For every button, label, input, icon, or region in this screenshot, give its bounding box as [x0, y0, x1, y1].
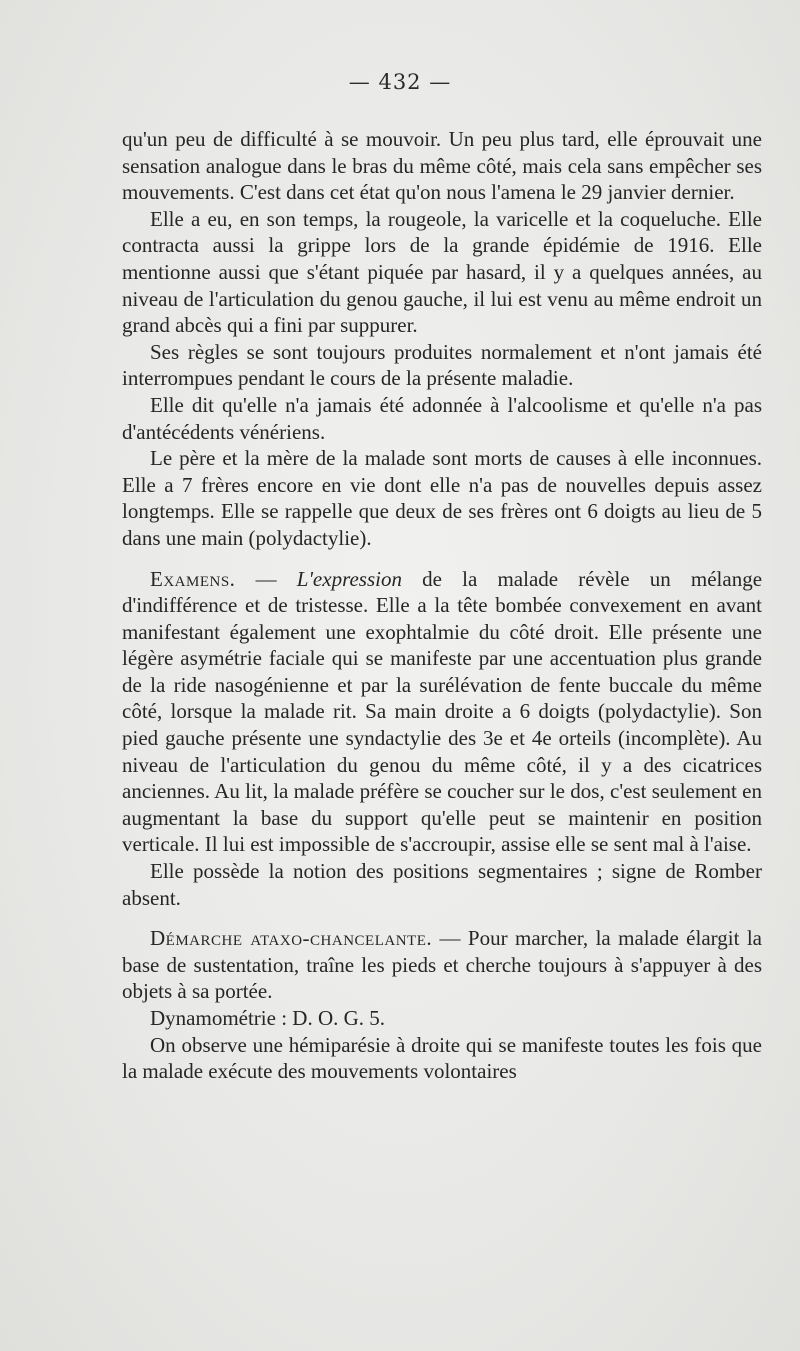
paragraph-dynamometrie: Dynamométrie : D. O. G. 5.: [150, 1006, 386, 1030]
section-heading-examens: Examens.: [150, 566, 236, 591]
heading-dash: —: [235, 566, 297, 591]
paragraph-examens: [122, 566, 762, 859]
paragraph-hemiparesie: On observe une hémiparésie à droite qui se manifeste toutes les fois que la malade exécute des mouvements volontaires: [122, 1032, 762, 1084]
paragraph-alcoholism: Elle dit qu'elle n'a jamais été adonnée à l'alcoolisme et qu'elle n'a pas d'antécédents vénériens.: [122, 392, 762, 444]
paragraph-demarche: [122, 925, 762, 1005]
demarche-text: — Pour marcher, la malade élargit la base de sustentation, traîne les pieds et cherche toujours à s'appuyer à des objets à sa portée.: [122, 926, 762, 1004]
paragraph-family-history: Le père et la mère de la malade sont morts de causes à elle inconnues. Elle a 7 frères encore en vie dont elle n'a pas de nouvelles depuis assez longtemps. Elle se rappelle que deux de ses frères ont 6 doigts au lieu de 5 dans une main (polydactylie).: [122, 446, 762, 550]
examens-text: de la malade révèle un mélange d'indifférence et de tristesse. Elle a la tête bombée convexement en avant manifestant également une exophtalmie du côté droit. Elle présente une légère asymétrie faciale qui se manifeste par une accentuation plus grande de la ride nasogénienne et par la surélévation de fente buccale du même côté, lorsque la malade rit. Sa main droite a 6 doigts (polydactylie). Son pied gauche présente une syndactylie des 3e et 4e orteils (incomplète). Au niveau de l'articulation du genou du même côté, il y a des cicatrices anciennes. Au lit, la malade préfère se coucher sur le dos, c'est seulement en augmentant la base du support qu'elle peut se maintenir en position verticale. Il lui est impossible de s'accroupir, assise elle se sent mal à l'aise.: [122, 566, 763, 857]
page-number: — 432 —: [348, 70, 452, 94]
paragraph-menstruation: Ses règles se sont toujours produites normalement et n'ont jamais été interrompues pendant le cours de la présente maladie.: [122, 339, 762, 391]
paragraph-medical-history: Elle a eu, en son temps, la rougeole, la varicelle et la coqueluche. Elle contracta aussi la grippe lors de la grande épidémie de 1916. Elle mentionne aussi que s'étant piquée par hasard, il y a quelques années, au niveau de l'articulation du genou gauche, il lui est venu au même endroit un grand abcès qui a fini par suppurer.: [122, 206, 762, 338]
body-text: [122, 126, 762, 1085]
paragraph-positions: Elle possède la notion des positions segmentaires ; signe de Romber absent.: [122, 859, 762, 910]
italic-expression: L'expression: [296, 566, 402, 591]
section-heading-demarche: Démarche ataxo-chancelante.: [150, 926, 433, 951]
paragraph-continuation: qu'un peu de difficulté à se mouvoir. Un peu plus tard, elle éprouvait une sensation analogue dans le bras du même côté, mais cela sans empêcher ses mouvements. C'est dans cet état qu'on nous l'amena le 29 janvier dernier.: [122, 127, 762, 205]
